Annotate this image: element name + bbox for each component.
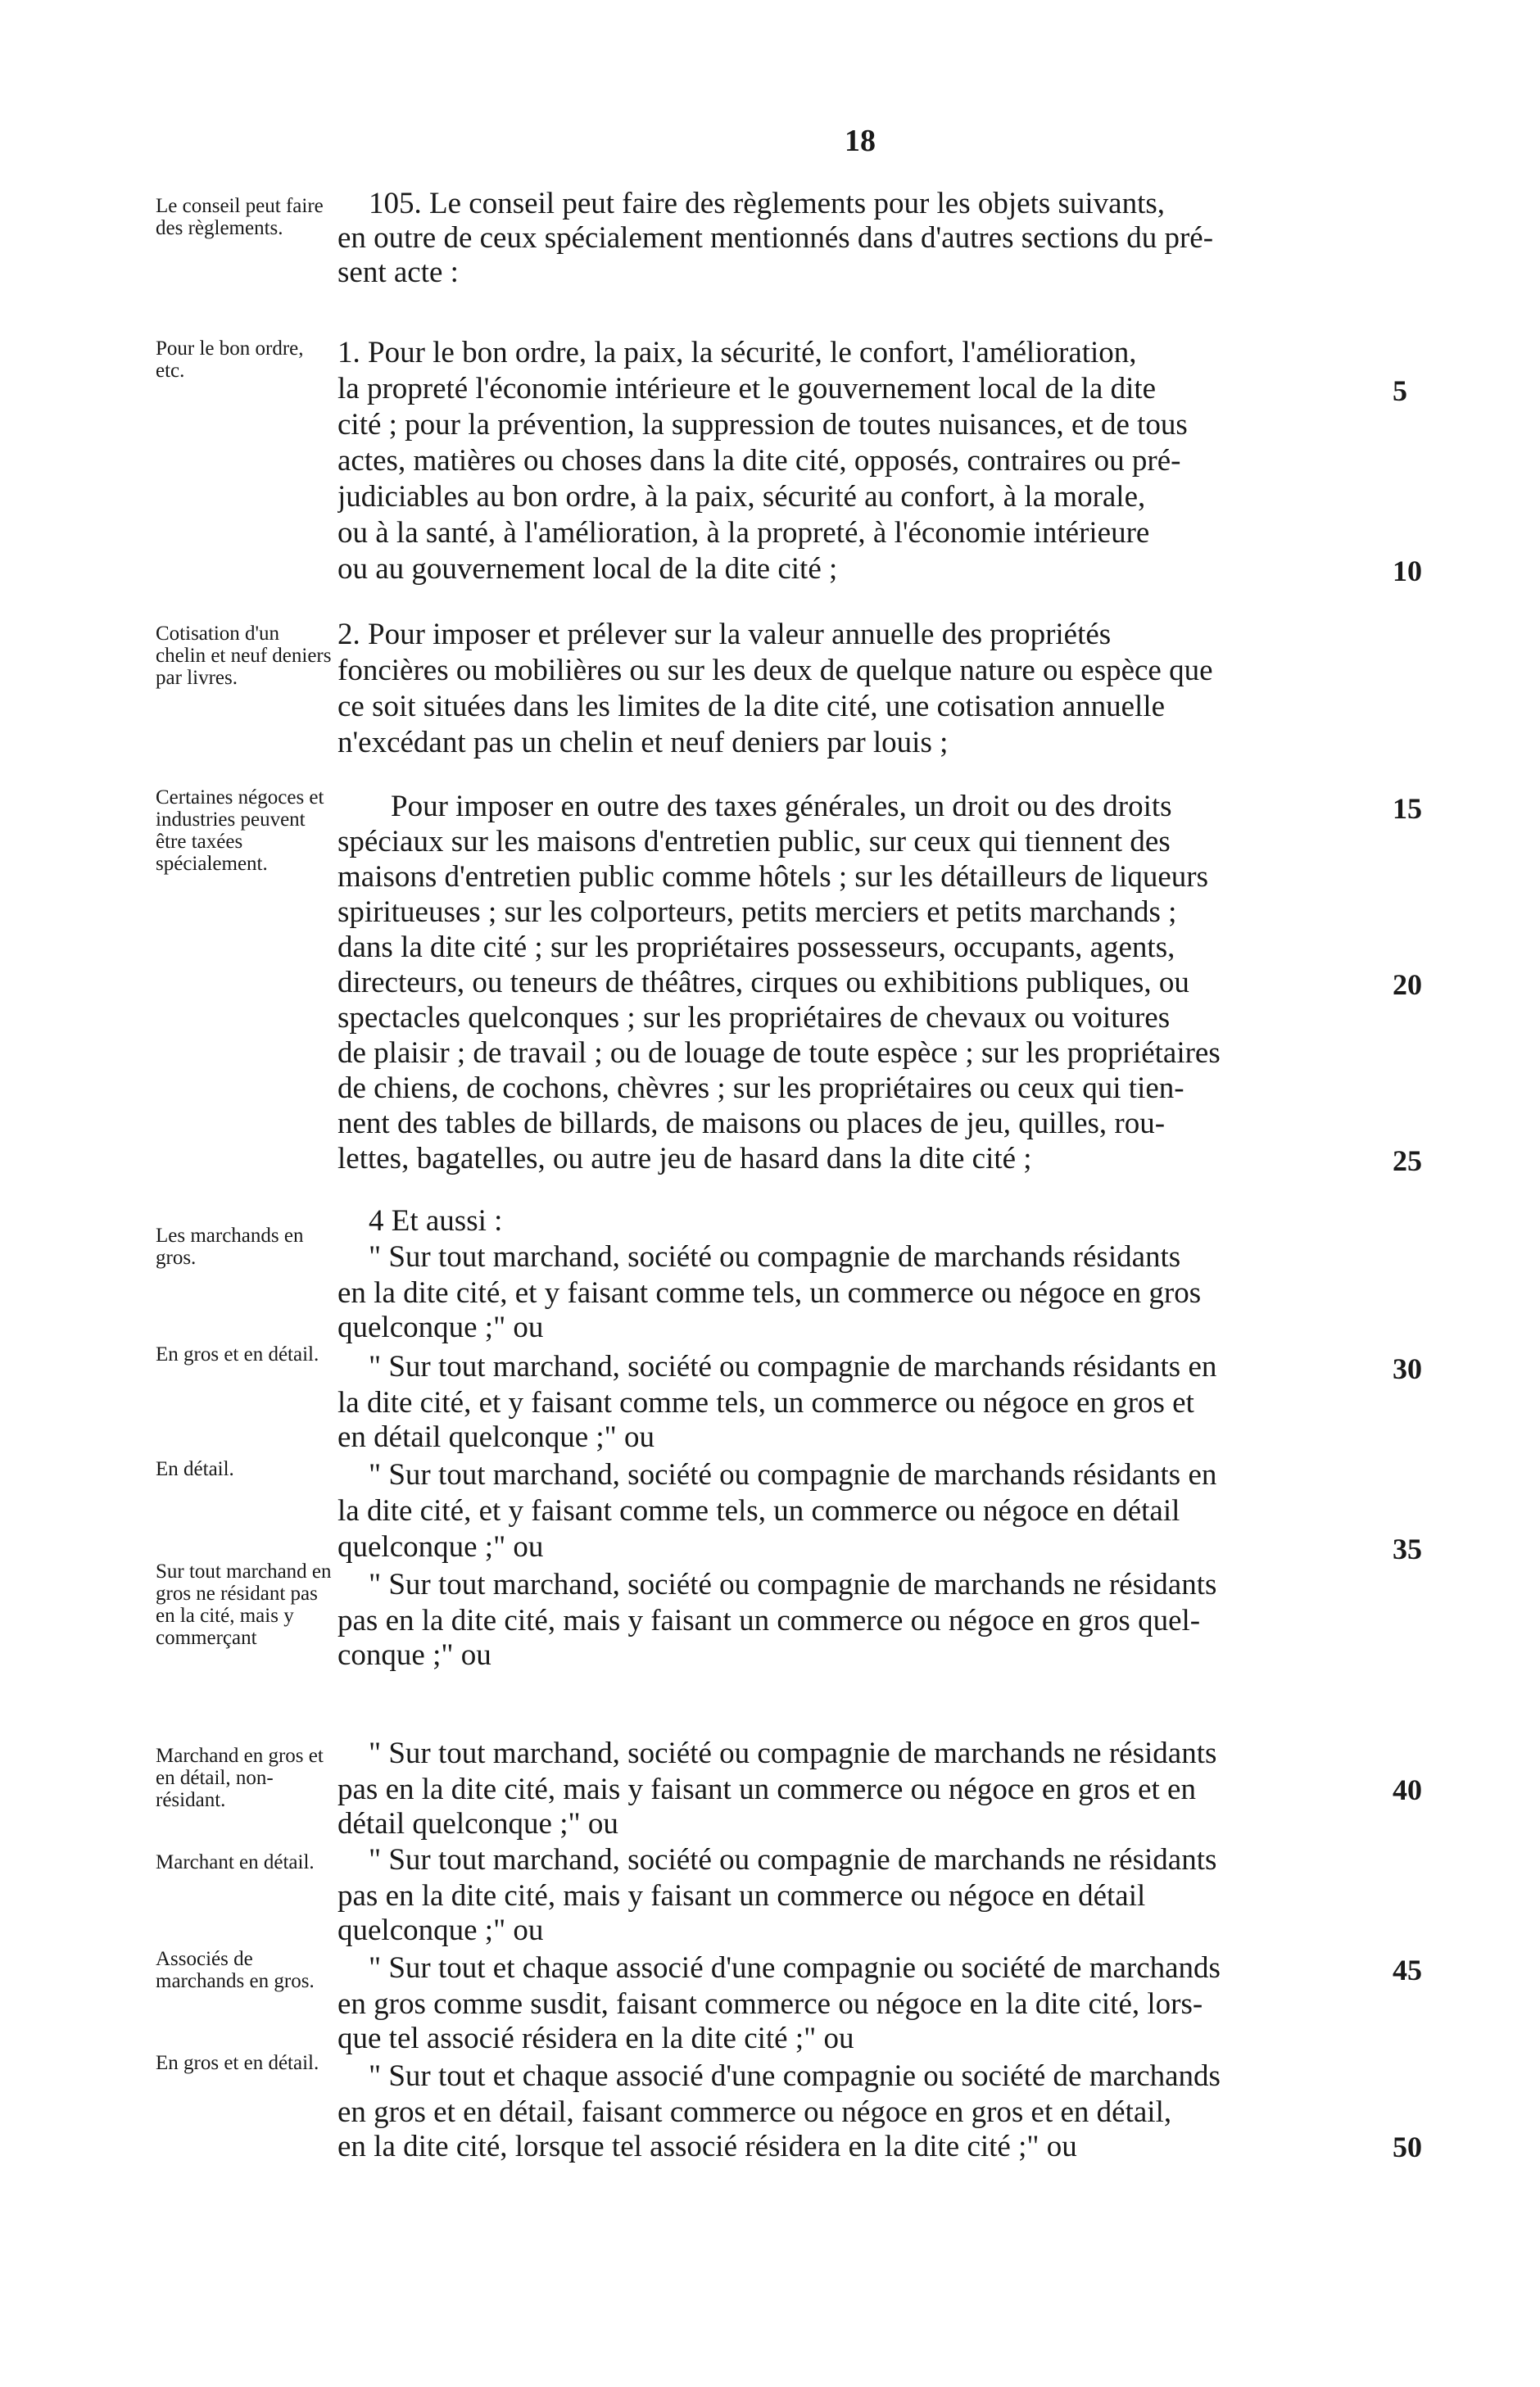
body-line: 4 Et aussi : bbox=[369, 1204, 503, 1238]
line-number: 20 bbox=[1393, 968, 1422, 1001]
body-line: 105. Le conseil peut faire des règlements pour les objets suivants, bbox=[369, 187, 1166, 220]
margin-note: Marchand en gros et en détail, non-résidant. bbox=[156, 1745, 324, 1811]
body-line: dans la dite cité ; sur les propriétaires possesseurs, occupants, agents, bbox=[337, 931, 1175, 964]
margin-note: En gros et en détail. bbox=[156, 1343, 319, 1366]
body-line: en la dite cité, lorsque tel associé résidera en la dite cité ;" ou bbox=[337, 2130, 1077, 2163]
body-line: en outre de ceux spécialement mentionnés dans d'autres sections du pré- bbox=[337, 221, 1214, 255]
body-line: en la dite cité, et y faisant comme tels, un commerce ou négoce en gros bbox=[337, 1276, 1202, 1310]
body-line: " Sur tout et chaque associé d'une compagnie ou société de marchands bbox=[369, 1951, 1221, 1985]
body-line: en gros et en détail, faisant commerce ou négoce en gros et en détail, bbox=[337, 2095, 1172, 2129]
body-line: " Sur tout marchand, société ou compagnie de marchands résidants bbox=[369, 1240, 1181, 1274]
body-line: que tel associé résidera en la dite cité ;" ou bbox=[337, 2022, 854, 2055]
body-line: quelconque ;" ou bbox=[337, 1311, 544, 1344]
body-line: ou au gouvernement local de la dite cité ; bbox=[337, 552, 838, 586]
line-number: 10 bbox=[1393, 555, 1422, 587]
body-line: quelconque ;" ou bbox=[337, 1530, 544, 1564]
line-number: 25 bbox=[1393, 1144, 1422, 1177]
body-line: " Sur tout et chaque associé d'une compagnie ou société de marchands bbox=[369, 2059, 1221, 2093]
margin-note: En gros et en détail. bbox=[156, 2052, 319, 2074]
body-line: " Sur tout marchand, société ou compagnie de marchands ne résidants bbox=[369, 1843, 1217, 1877]
body-line: maisons d'entretien public comme hôtels ; sur les détailleurs de liqueurs bbox=[337, 860, 1208, 894]
body-line: spectacles quelconques ; sur les propriétaires de chevaux ou voitures bbox=[337, 1001, 1171, 1035]
body-line: quelconque ;" ou bbox=[337, 1914, 544, 1947]
line-number: 35 bbox=[1393, 1533, 1422, 1565]
body-line: de plaisir ; de travail ; ou de louage de toute espèce ; sur les propriétaires bbox=[337, 1036, 1221, 1070]
body-line: sent acte : bbox=[337, 256, 459, 289]
margin-note: Sur tout marchand en gros ne résidant pas en la cité, mais y commerçant bbox=[156, 1560, 332, 1649]
body-line: nent des tables de billards, de maisons ou places de jeu, quilles, rou- bbox=[337, 1107, 1166, 1140]
line-number: 5 bbox=[1393, 374, 1407, 407]
margin-note: Certaines négoces et industries peuvent être taxées spécialement. bbox=[156, 786, 324, 875]
body-line: spéciaux sur les maisons d'entretien public, sur ceux qui tiennent des bbox=[337, 825, 1171, 858]
body-line: la propreté l'économie intérieure et le gouvernement local de la dite bbox=[337, 372, 1157, 405]
margin-note: Les marchands en gros. bbox=[156, 1225, 304, 1269]
body-line: de chiens, de cochons, chèvres ; sur les propriétaires ou ceux qui tien- bbox=[337, 1071, 1184, 1105]
body-line: Pour imposer en outre des taxes générales, un droit ou des droits bbox=[391, 790, 1172, 823]
body-line: détail quelconque ;" ou bbox=[337, 1807, 618, 1841]
body-line: 2. Pour imposer et prélever sur la valeur annuelle des propriétés bbox=[337, 618, 1112, 651]
body-line: conque ;" ou bbox=[337, 1638, 491, 1672]
body-line: " Sur tout marchand, société ou compagnie de marchands ne résidants bbox=[369, 1737, 1217, 1770]
line-number: 45 bbox=[1393, 1954, 1422, 1986]
body-line: spiritueuses ; sur les colporteurs, petits merciers et petits marchands ; bbox=[337, 895, 1177, 929]
body-line: ce soit situées dans les limites de la dite cité, une cotisation annuelle bbox=[337, 690, 1166, 723]
line-number: 30 bbox=[1393, 1352, 1422, 1385]
margin-note: Cotisation d'un chelin et neuf deniers par livres. bbox=[156, 623, 332, 689]
body-line: en détail quelconque ;" ou bbox=[337, 1420, 655, 1454]
body-line: judiciables au bon ordre, à la paix, sécurité au confort, à la morale, bbox=[337, 480, 1146, 514]
body-line: cité ; pour la prévention, la suppression de toutes nuisances, et de tous bbox=[337, 408, 1188, 442]
page-number: 18 bbox=[845, 124, 876, 158]
body-line: en gros comme susdit, faisant commerce ou négoce en la dite cité, lors- bbox=[337, 1987, 1203, 2021]
body-line: foncières ou mobilières ou sur les deux de quelque nature ou espèce que bbox=[337, 654, 1213, 687]
body-line: pas en la dite cité, mais y faisant un commerce ou négoce en gros et en bbox=[337, 1773, 1196, 1806]
body-line: pas en la dite cité, mais y faisant un commerce ou négoce en gros quel- bbox=[337, 1604, 1201, 1637]
body-line: 1. Pour le bon ordre, la paix, la sécurité, le confort, l'amélioration, bbox=[337, 336, 1137, 369]
line-number: 15 bbox=[1393, 792, 1422, 825]
body-line: actes, matières ou choses dans la dite cité, opposés, contraires ou pré- bbox=[337, 444, 1181, 478]
body-line: " Sur tout marchand, société ou compagnie de marchands ne résidants bbox=[369, 1568, 1217, 1601]
body-line: directeurs, ou teneurs de théâtres, cirques ou exhibitions publiques, ou bbox=[337, 966, 1189, 999]
margin-note: Pour le bon ordre, etc. bbox=[156, 337, 304, 382]
margin-note: Marchant en détail. bbox=[156, 1851, 315, 1873]
margin-note: Le conseil peut faire des règlements. bbox=[156, 195, 324, 239]
body-line: n'excédant pas un chelin et neuf deniers par louis ; bbox=[337, 726, 949, 759]
line-number: 40 bbox=[1393, 1773, 1422, 1806]
body-line: ou à la santé, à l'amélioration, à la propreté, à l'économie intérieure bbox=[337, 516, 1150, 550]
body-line: " Sur tout marchand, société ou compagnie de marchands résidants en bbox=[369, 1458, 1217, 1492]
margin-note: Associés de marchands en gros. bbox=[156, 1948, 315, 1992]
body-line: lettes, bagatelles, ou autre jeu de hasard dans la dite cité ; bbox=[337, 1142, 1032, 1175]
line-number: 50 bbox=[1393, 2131, 1422, 2163]
body-line: pas en la dite cité, mais y faisant un commerce ou négoce en détail bbox=[337, 1879, 1146, 1913]
body-line: la dite cité, et y faisant comme tels, un commerce ou négoce en gros et bbox=[337, 1386, 1194, 1420]
body-line: la dite cité, et y faisant comme tels, un commerce ou négoce en détail bbox=[337, 1494, 1180, 1528]
body-line: " Sur tout marchand, société ou compagnie de marchands résidants en bbox=[369, 1350, 1217, 1384]
margin-note: En détail. bbox=[156, 1458, 234, 1480]
